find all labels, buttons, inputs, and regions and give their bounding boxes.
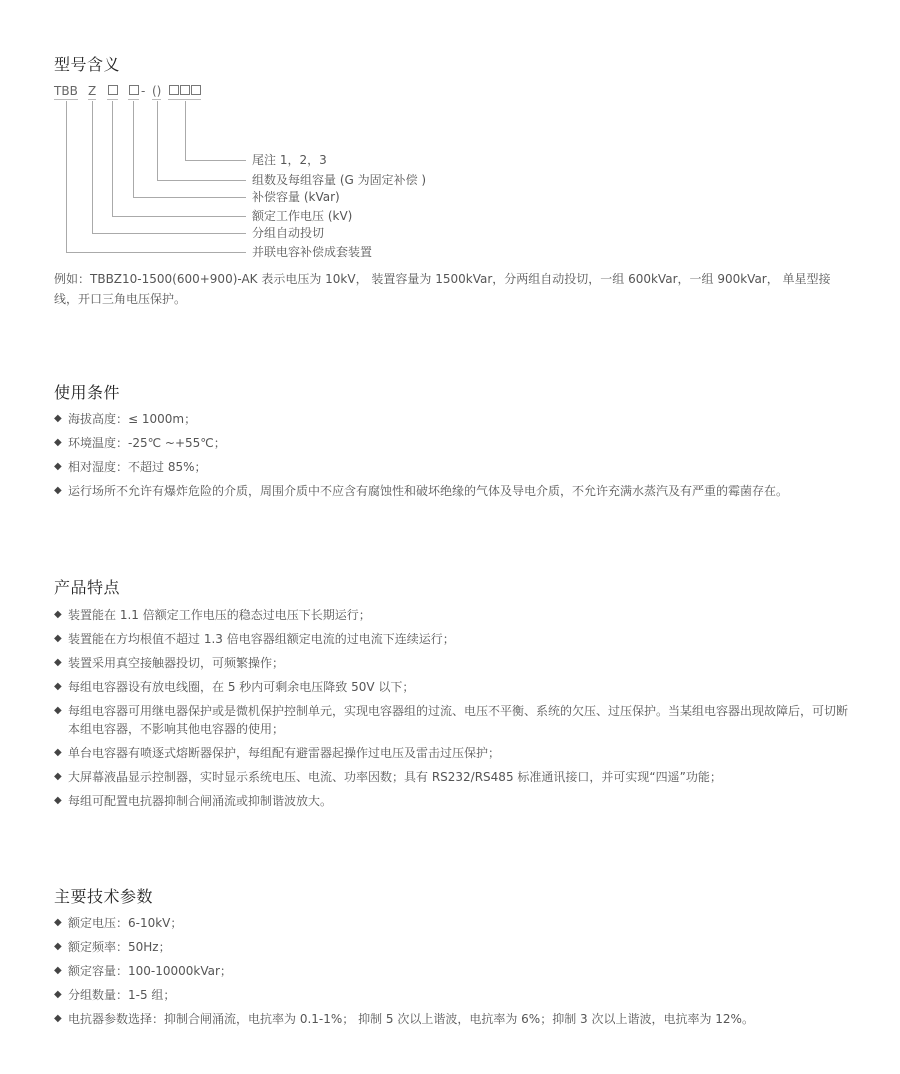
connector-line [185,160,246,161]
placeholder-box-icon [129,85,139,95]
diamond-bullet-icon: ◆ [54,609,62,620]
legend-label: 补偿容量 (kVar) [252,190,340,204]
features-list [54,606,854,816]
code-box-2 [128,84,139,100]
connector-line [112,101,113,216]
placeholder-box-icon [108,85,118,95]
diamond-bullet-icon: ◆ [54,771,62,782]
list-item: ◆ 装置能在 1.1 倍额定工作电压的稳态过电压下长期运行； [54,608,371,622]
connector-line [185,101,186,161]
diamond-bullet-icon: ◆ [54,747,62,758]
list-item: ◆ 每组可配置电抗器抑制合闸涌流或抑制谐波放大。 [54,794,333,808]
features-section-title: 产品特点 [54,578,121,597]
conditions-list [54,410,854,506]
model-section-title: 型号含义 [54,55,121,74]
model-example-text: 例如：TBBZ10-1500(600+900)-AK 表示电压为 10kV， 装置容量为 1500kVar，分两组自动投切，一组 600kVar，一组 900kVar， 单星型接线，开口三角电压保护。 [54,272,831,306]
placeholder-box-icon [169,85,179,95]
list-item: ◆ 海拔高度：≤ 1000m； [54,412,197,426]
diamond-bullet-icon: ◆ [54,989,62,1000]
code-paren: () [152,84,162,98]
list-item: ◆ 分组数量：1-5 组； [54,988,176,1002]
legend-label: 组数及每组容量 (G 为固定补偿 ) [252,173,427,187]
diamond-bullet-icon: ◆ [54,917,62,928]
list-item: ◆ 每组电容器可用继电器保护或是微机保护控制单元，实现电容器组的过流、电压不平衡、系统的欠压、过压保护。当某组电容器出现故障后，可切断本组电容器，不影响其他电容器的使用； [54,704,849,736]
placeholder-box-icon [180,85,190,95]
diamond-bullet-icon: ◆ [54,485,62,496]
specs-list [54,914,854,1034]
list-item: ◆ 环境温度：-25℃ ~+55℃； [54,436,226,450]
diamond-bullet-icon: ◆ [54,437,62,448]
legend-label: 分组自动投切 [252,226,325,240]
diamond-bullet-icon: ◆ [54,705,62,716]
list-item: ◆ 额定频率：50Hz； [54,940,171,954]
diamond-bullet-icon: ◆ [54,461,62,472]
diamond-bullet-icon: ◆ [54,965,62,976]
connector-line [133,197,246,198]
code-boxes [168,84,201,100]
connector-line [66,101,67,253]
diamond-bullet-icon: ◆ [54,1013,62,1024]
connector-line [66,252,246,253]
diamond-bullet-icon: ◆ [54,657,62,668]
list-item: ◆ 相对湿度：不超过 85%； [54,460,207,474]
connector-line [112,216,246,217]
diamond-bullet-icon: ◆ [54,681,62,692]
list-item: ◆ 单台电容器有喷逐式熔断器保护，每组配有避雷器起操作过电压及雷击过压保护； [54,746,501,760]
connector-line [92,233,246,234]
code-dash: - [141,84,146,98]
connector-line [157,180,246,181]
list-item: ◆ 每组电容器设有放电线圈，在 5 秒内可剩余电压降致 50V 以下； [54,680,415,694]
list-item: ◆ 运行场所不允许有爆炸危险的介质，周围介质中不应含有腐蚀性和破坏绝缘的气体及导电介质，不允许充满水蒸汽及有严重的霉菌存在。 [54,484,789,498]
legend-label: 尾注 1，2，3 [252,153,327,167]
diamond-bullet-icon: ◆ [54,413,62,424]
diamond-bullet-icon: ◆ [54,941,62,952]
diamond-bullet-icon: ◆ [54,633,62,644]
list-item: ◆ 额定容量：100-10000kVar； [54,964,232,978]
connector-line [92,101,93,234]
connector-line [157,101,158,181]
legend-label: 额定工作电压 (kV) [252,209,353,223]
code-box-1 [107,84,118,100]
list-item: ◆ 大屏幕液晶显示控制器，实时显示系统电压、电流、功率因数；具有 RS232/RS485 标准通讯接口，并可实现“四遥”功能； [54,770,722,784]
legend-label: 并联电容补偿成套装置 [252,245,373,259]
placeholder-box-icon [191,85,201,95]
diamond-bullet-icon: ◆ [54,795,62,806]
list-item: ◆ 电抗器参数选择：抑制合闸涌流，电抗率为 0.1-1%； 抑制 5 次以上谐波，电抗率为 6%；抑制 3 次以上谐波，电抗率为 12%。 [54,1012,754,1026]
list-item: ◆ 装置能在方均根值不超过 1.3 倍电容器组额定电流的过电流下连续运行； [54,632,455,646]
connector-line [133,101,134,198]
list-item: ◆ 装置采用真空接触器投切，可频繁操作； [54,656,285,670]
specs-section-title: 主要技术参数 [54,887,154,906]
code-tbb: TBB [54,84,78,98]
code-z: Z [88,84,97,98]
list-item: ◆ 额定电压：6-10kV； [54,916,183,930]
conditions-section-title: 使用条件 [54,383,121,402]
